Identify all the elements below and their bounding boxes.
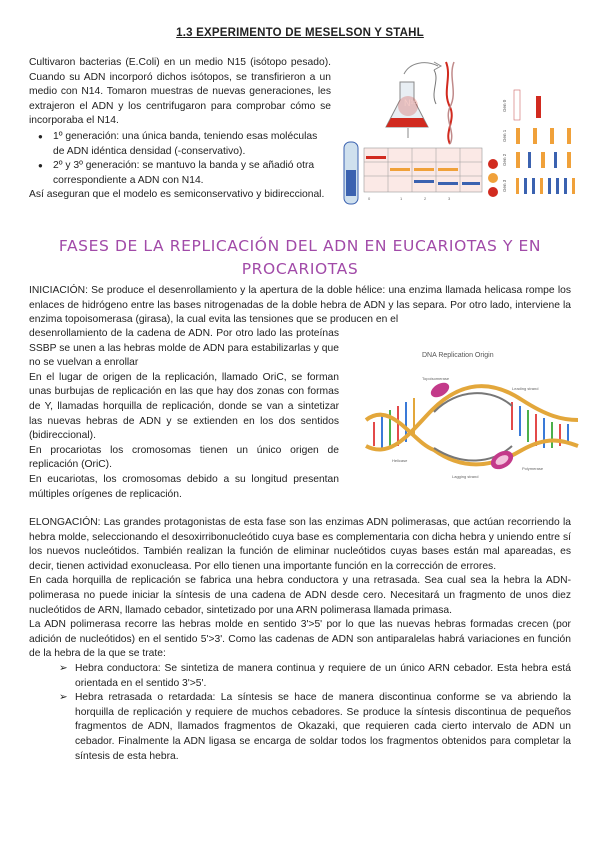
tube-label: Gen 2: [502, 153, 507, 166]
experiment-conclusion: Así aseguran que el modelo es semiconservativo y bidireccional.: [29, 189, 325, 201]
polimerasa-text: La ADN polimerasa recorre las hebras molde en sentido 3'>5' por lo que las nuevas hebras formadas crecen (por adición de nucleótidos) en el sentido 5'>3'. Como las cadenas de ADN son antiparalelas habrá variaciones en función de la hebra de la que se trate:: [29, 619, 571, 660]
gen-label: 2: [424, 196, 427, 201]
generation-list: [29, 130, 331, 188]
gen-label: 1: [400, 196, 403, 201]
arrow-bullet-icon: ➢: [59, 692, 68, 704]
strand-types-list: [29, 662, 571, 764]
list-item: ● 1º generación: una única banda, teniendo esas moléculas de ADN idéntica densidad (-conservativo).: [29, 130, 331, 159]
list-item: [55, 691, 571, 764]
iniciacion-column: [29, 327, 339, 502]
iniciacion-cont: desenrollamiento de la cadena de ADN. Por otro lado las proteínas SSBP se unen a las hebras molde de ADN para estabilizarlas y que no se vuelvan a enrollar: [29, 328, 339, 369]
replication-bubble-diagram: [362, 350, 580, 500]
iniciacion-block: [29, 284, 571, 328]
horquilla-text: En cada horquilla de replicación se fabrica una hebra conductora y una retrasada. Sea cual sea la hebra la ADN-polimerasa no puede iniciar la síntesis de una cadena de ADN desde cero. Necesitará un fragmento de unos diez nucleótidos de ARN, llamado cebador, sintetizado por una ARN polimerasa llamada primasa.: [29, 575, 571, 616]
leading-strand-text: Hebra conductora: Se sintetiza de manera continua y requiere de un único ARN cebador. Esta hebra está orientada en el sentido 3'>5'.: [75, 662, 571, 689]
lagging-strand-text: Hebra retrasada o retardada: La síntesis se hace de manera discontinua conforme se va abriendo la horquilla de replicación y requiere de muchos cebadores. Se produce la síntesis discontinua de pequeños fragmentos de ADN, llamados fragmentos de Okazaki, que requieren cada cierto intervalo de ADN un cebador. Finalmente la ADN ligasa se encarga de soldar todos los fragmentos obtenidos para completar la síntesis de esta hebra.: [75, 692, 571, 762]
n14-marker: [488, 187, 498, 197]
n15-marker: [488, 159, 498, 169]
hybrid-marker: [488, 173, 498, 183]
elongacion-text: ELONGACIÓN: Las grandes protagonistas de esta fase son las enzimas ADN polimerasas, que actúan recorriendo la hebra molde, seleccionando el desoxirribonucleótido cuya base es complementaria con dicha hebra y uniendo entre sí los nuevos nucleótidos. También realizan la función de eliminar nucleótidos cuyas bases están mal apareadas, es decir, tienen actividad exonucleasa. Por ello tienen una importante función en la corrección de errores.: [29, 517, 571, 572]
experiment-text: [29, 56, 331, 203]
tube-label: Gen 1: [502, 129, 507, 142]
centrifuge-tube-icon: [344, 142, 358, 204]
flask-icon: [386, 62, 441, 127]
dna-helix-icon: [434, 62, 454, 144]
experiment-diagram: [338, 52, 578, 212]
label-topoisomerase: Topoisomerase: [422, 376, 450, 381]
elongacion-block: [29, 516, 571, 764]
section-heading-line1: FASES DE LA REPLICACIÓN DEL ADN EN EUCARIOTAS Y EN: [58, 237, 542, 255]
list-item: ● 2º y 3º generación: se mantuvo la banda y se añadió otra correspondiente a ADN con N14.: [29, 159, 331, 188]
iniciacion-text: INICIACIÓN: Se produce el desenrollamiento y la apertura de la doble hélice: una enzima llamada helicasa rompe los enlaces de hidrógeno entre las bases nitrogenadas de la doble hebra de ADN y las separa. Por otro lado, interviene la enzima topoisomerasa (girasa), la cual evita las tensiones que se producen en el: [29, 285, 571, 326]
arrow-bullet-icon: ➢: [59, 662, 68, 674]
generation-bands: [514, 90, 576, 194]
tube-label: Gen 0: [502, 99, 507, 112]
label-helicase: Helicase: [392, 458, 408, 463]
label-polymerase: Polymerase: [522, 466, 544, 471]
density-table: [364, 148, 482, 192]
label-lagging: Lagging strand: [452, 474, 479, 479]
meselson-stahl-figure: [338, 52, 578, 212]
gen-label: 0: [368, 196, 371, 201]
flask-label: N¹⁵: [404, 98, 418, 108]
page-title: 1.3 EXPERIMENTO DE MESELSON Y STAHL: [176, 27, 424, 39]
list-item: [55, 662, 571, 691]
replication-origin-figure: [362, 350, 580, 500]
figure-title: DNA Replication Origin: [422, 352, 494, 359]
label-leading: Leading strand: [512, 386, 539, 391]
procariotas-text: En procariotas los cromosomas tienen un único origen de replicación (OriC).: [29, 444, 339, 471]
experiment-intro: Cultivaron bacterias (E.Coli) en un medio N15 (isótopo pesado). Cuando su ADN incorporó dichos isótopos, se transfirieron a un medio con N14. Tomaron muestras de nuevas generaciones, les extrajeron el ADN y los centrifugaron para comprobar cómo se incorporaba el N14.: [29, 57, 331, 127]
gen-label: 3: [448, 196, 451, 201]
origen-text: En el lugar de origen de la replicación, llamado OriC, se forman unas burbujas de replicación en las que hay dos zonas con formas de Y, llamadas horquilla de replicación, donde se van a sintetizar las nuevas hebras de ADN y se extienden en los dos sentidos (bidireccional).: [29, 371, 339, 442]
section-heading-line2: PROCARIOTAS: [241, 260, 359, 278]
tube-label: Gen 3: [502, 179, 507, 192]
eucariotas-text: En eucariotas, los cromosomas debido a su longitud presentan múltiples orígenes de replicación.: [29, 473, 339, 500]
